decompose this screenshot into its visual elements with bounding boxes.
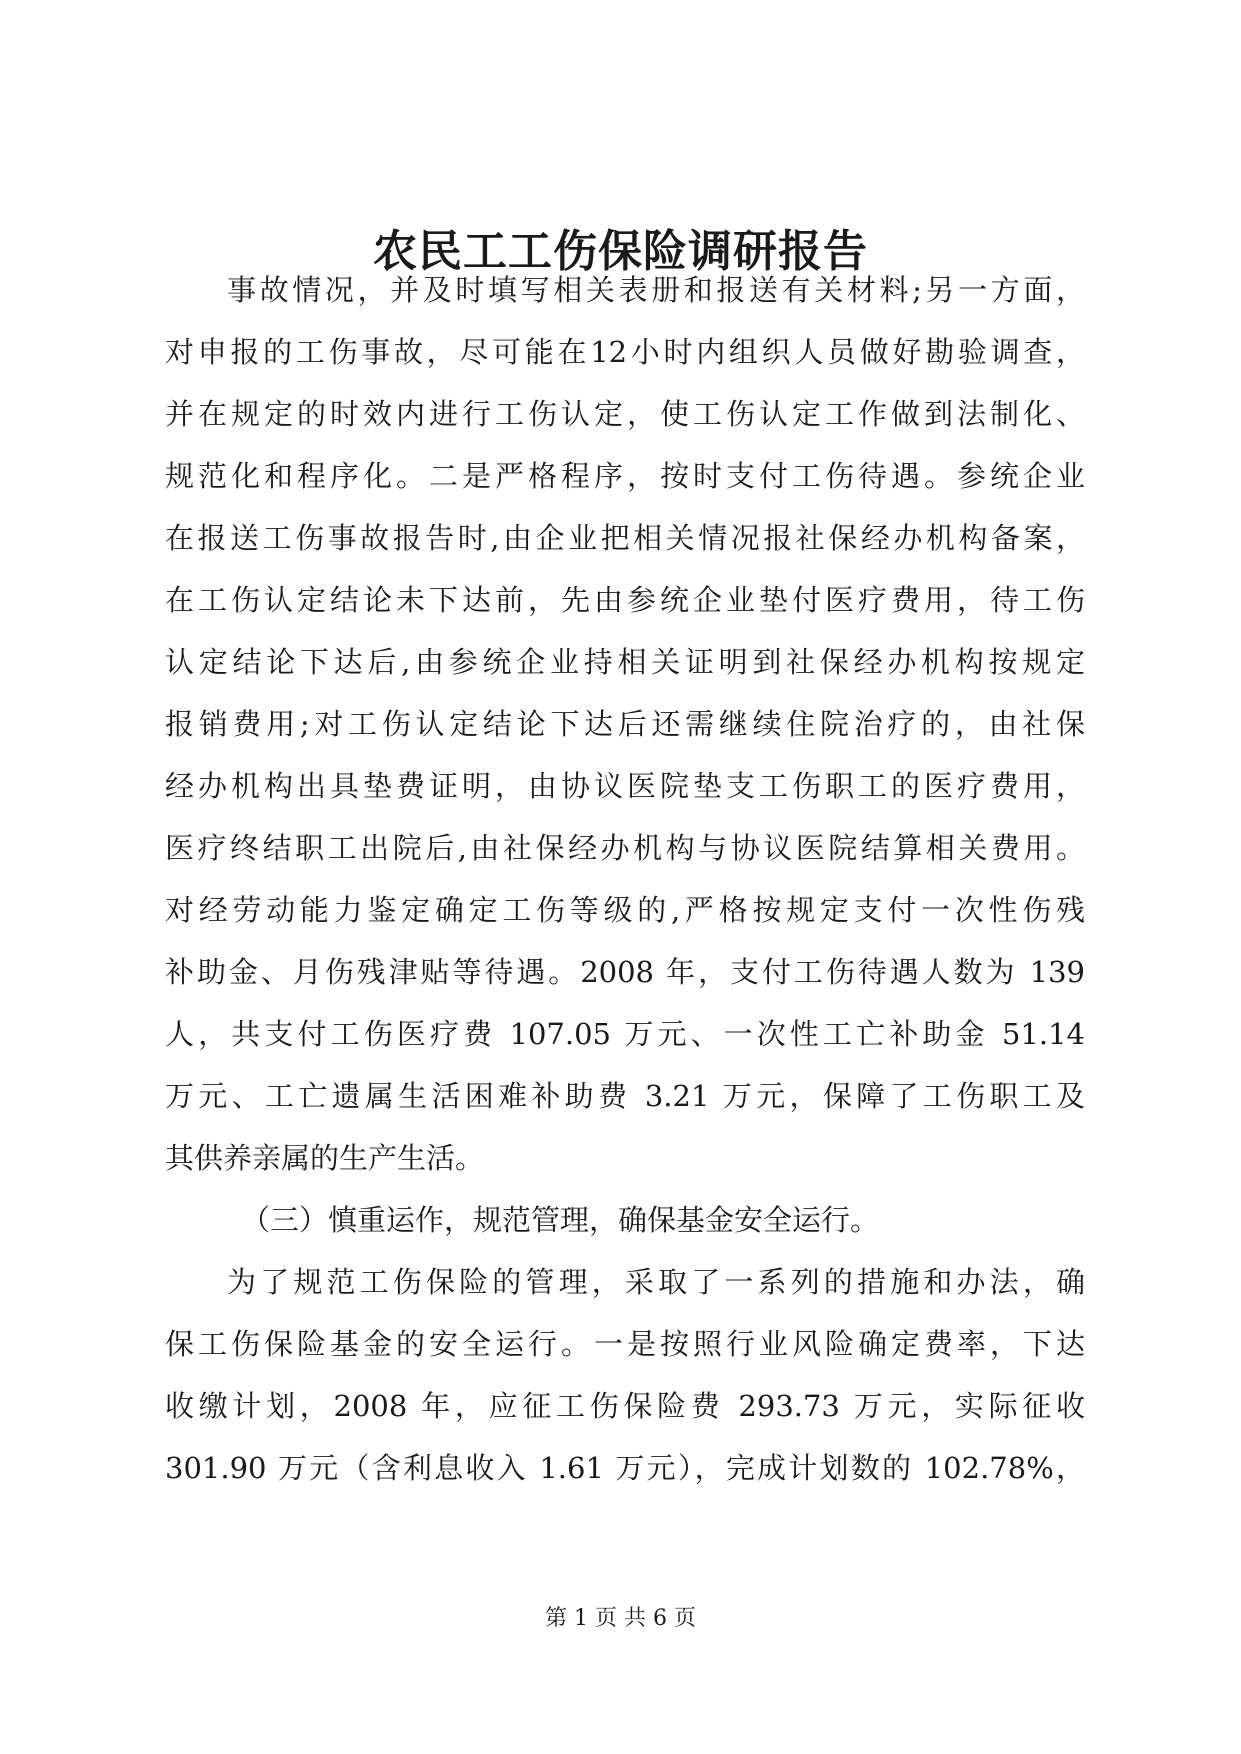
body-line: 规范化和程序化。二是严格程序，按时支付工伤待遇。参统企业 [165, 459, 1085, 493]
section-heading: （三）慎重运作，规范管理，确保基金安全运行。 [241, 1203, 880, 1237]
document-title: 农民工工伤保险调研报告 [373, 226, 868, 277]
body-line: 认定结论下达后,由参统企业持相关证明到社保经办机构按规定 [165, 645, 1085, 679]
body-line: 在工伤认定结论未下达前，先由参统企业垫付医疗费用，待工伤 [165, 583, 1085, 617]
body-line: 事故情况，并及时填写相关表册和报送有关材料;另一方面， [227, 273, 1085, 307]
body-line: 对经劳动能力鉴定确定工伤等级的,严格按规定支付一次性伤残 [165, 893, 1085, 927]
body-line: 报销费用;对工伤认定结论下达后还需继续住院治疗的，由社保 [165, 707, 1085, 741]
body-line: 301.90 万元（含利息收入 1.61 万元），完成计划数的 102.78%， [165, 1451, 1085, 1485]
body-line: 其供养亲属的生产生活。 [165, 1141, 485, 1175]
page-number-footer: 第 1 页 共 6 页 [545, 1606, 696, 1631]
body-line: 万元、工亡遗属生活困难补助费 3.21 万元，保障了工伤职工及 [165, 1079, 1085, 1113]
body-line: 经办机构出具垫费证明，由协议医院垫支工伤职工的医疗费用， [165, 769, 1085, 803]
body-line: 为了规范工伤保险的管理，采取了一系列的措施和办法，确 [227, 1265, 1085, 1299]
body-line: 并在规定的时效内进行工伤认定，使工伤认定工作做到法制化、 [165, 397, 1085, 431]
body-line: 对申报的工伤事故，尽可能在12小时内组织人员做好勘验调查， [165, 335, 1085, 369]
body-line: 收缴计划，2008 年，应征工伤保险费 293.73 万元，实际征收 [165, 1389, 1085, 1423]
document-body [165, 259, 1085, 1499]
body-line: 在报送工伤事故报告时,由企业把相关情况报社保经办机构备案， [165, 521, 1085, 555]
body-line: 医疗终结职工出院后,由社保经办机构与协议医院结算相关费用。 [165, 831, 1085, 865]
body-line: 保工伤保险基金的安全运行。一是按照行业风险确定费率，下达 [165, 1327, 1085, 1361]
body-line: 人，共支付工伤医疗费 107.05 万元、一次性工亡补助金 51.14 [165, 1017, 1085, 1051]
body-line: 补助金、月伤残津贴等待遇。2008 年，支付工伤待遇人数为 139 [165, 955, 1085, 989]
